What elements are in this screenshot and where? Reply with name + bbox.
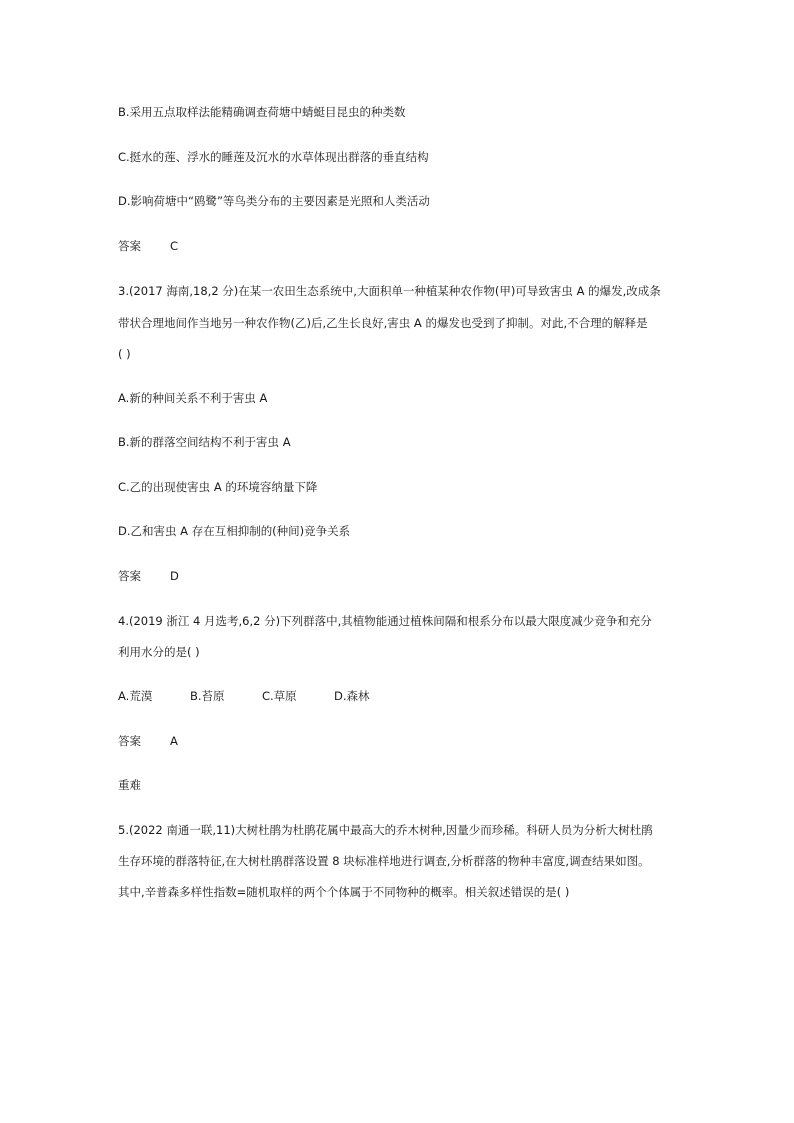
q3-stem-line1: 3.(2017 海南,18,2 分)在某一农田生态系统中,大面积单一种植某种农作物(甲)可导致害虫 A 的爆发,改成条 bbox=[118, 284, 661, 298]
section-heading: 重难 bbox=[118, 778, 141, 792]
answer-label: 答案 bbox=[118, 734, 141, 748]
q3-option-b: B.新的群落空间结构不利于害虫 A bbox=[118, 435, 291, 449]
answer-value: A bbox=[170, 734, 178, 748]
q4-stem-line2: 利用水分的是( ) bbox=[118, 645, 200, 659]
answer-value: C bbox=[170, 239, 179, 253]
q2-answer bbox=[118, 238, 178, 254]
q4-option-d: D.森林 bbox=[334, 689, 370, 703]
q3-option-a: A.新的种间关系不利于害虫 A bbox=[118, 391, 268, 405]
q5-stem-line2: 生存环境的群落特征,在大树杜鹃群落设置 8 块标准样地进行调查,分析群落的物种丰富度,调查结果如图。 bbox=[118, 854, 650, 868]
q2-option-c: C.挺水的莲、浮水的睡莲及沉水的水草体现出群落的垂直结构 bbox=[118, 150, 429, 164]
q2-option-b: B.采用五点取样法能精确调查荷塘中蜻蜓目昆虫的种类数 bbox=[118, 105, 406, 119]
q3-option-d: D.乙和害虫 A 存在互相抑制的(种间)竞争关系 bbox=[118, 524, 351, 538]
q4-option-c: C.草原 bbox=[262, 689, 297, 703]
q4-option-a: A.荒漠 bbox=[118, 689, 153, 703]
q2-option-d: D.影响荷塘中“鸥鹭”等鸟类分布的主要因素是光照和人类活动 bbox=[118, 194, 430, 208]
q4-options bbox=[118, 688, 370, 704]
q5-stem-line1: 5.(2022 南通一联,11)大树杜鹃为杜鹃花属中最高大的乔木树种,因量少而珍稀。科研人员为分析大树杜鹃 bbox=[118, 823, 653, 837]
q3-stem-line3: ( ) bbox=[118, 347, 131, 361]
q5-stem-line3: 其中,辛普森多样性指数=随机取样的两个个体属于不同物种的概率。相关叙述错误的是( ) bbox=[118, 885, 570, 899]
q4-stem-line1: 4.(2019 浙江 4 月选考,6,2 分)下列群落中,其植物能通过植株间隔和根系分布以最大限度减少竞争和充分 bbox=[118, 614, 652, 628]
q4-option-b: B.苔原 bbox=[190, 689, 225, 703]
q4-answer bbox=[118, 733, 178, 749]
answer-value: D bbox=[170, 569, 179, 583]
q3-answer bbox=[118, 568, 179, 584]
q3-option-c: C.乙的出现使害虫 A 的环境容纳量下降 bbox=[118, 480, 318, 494]
answer-label: 答案 bbox=[118, 239, 141, 253]
answer-label: 答案 bbox=[118, 569, 141, 583]
q3-stem-line2: 带状合理地间作当地另一种农作物(乙)后,乙生长良好,害虫 A 的爆发也受到了抑制。对此,不合理的解释是 bbox=[118, 316, 648, 330]
